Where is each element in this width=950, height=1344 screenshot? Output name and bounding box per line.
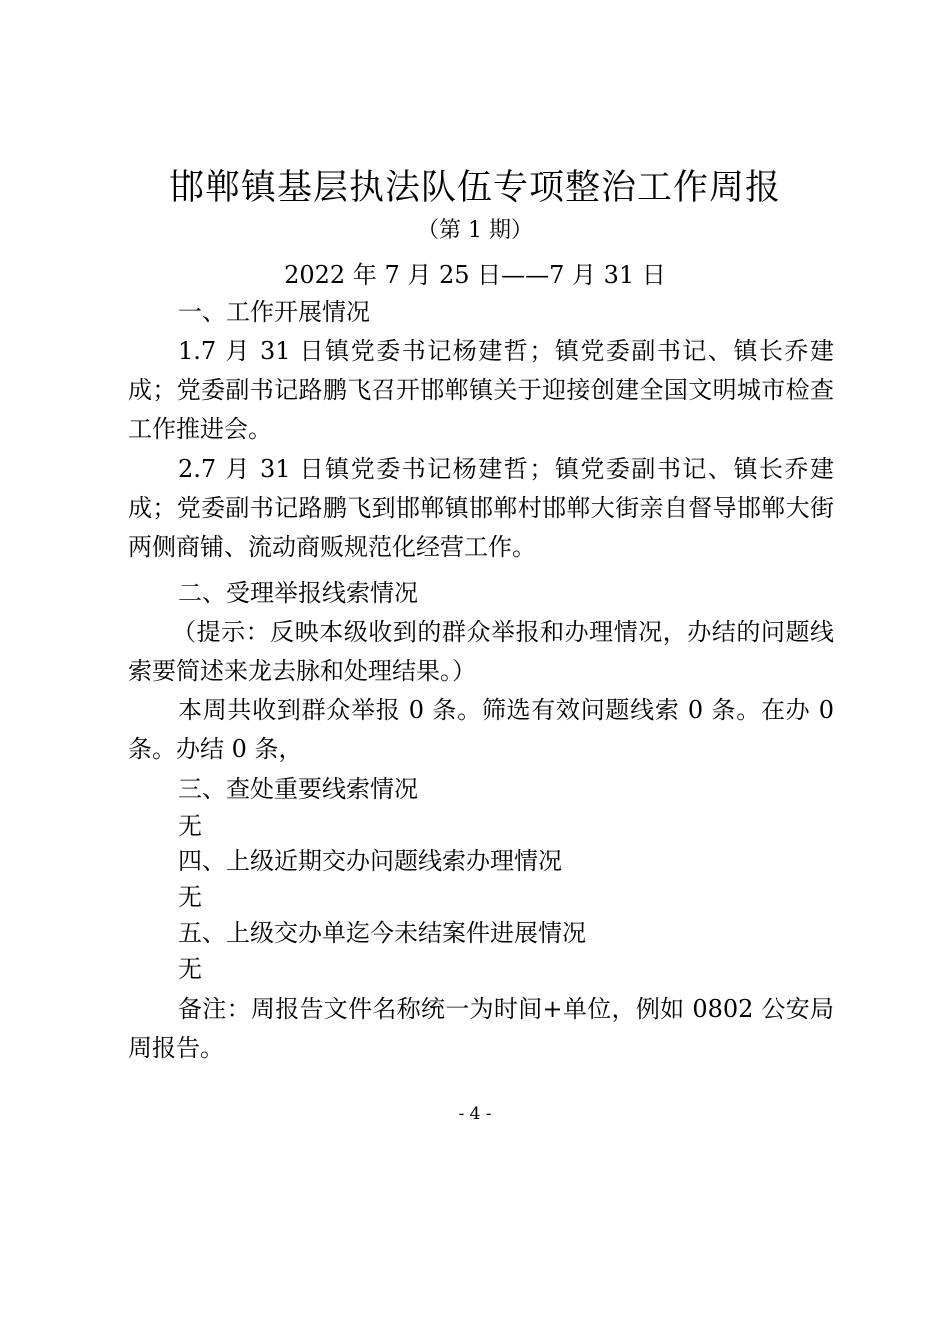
- section-3-content: 无: [178, 812, 202, 840]
- date-range: 2022 年 7 月 25 日——7 月 31 日: [284, 261, 666, 289]
- section-1-paragraph-2: 2.7 月 31 日镇党委书记杨建哲；镇党委副书记、镇长乔建成；党委副书记路鹏飞到邯郸镇邯郸村邯郸大街亲自督导邯郸大街两侧商铺、流动商贩规范化经营工作。: [128, 455, 834, 561]
- page-number: - 4 -: [458, 1104, 492, 1124]
- document-title: 邯郸镇基层执法队伍专项整治工作周报: [168, 168, 781, 208]
- section-4-content: 无: [178, 883, 202, 911]
- note-paragraph: 备注：周报告文件名称统一为时间+单位，例如 0802 公安局周报告。: [128, 995, 834, 1062]
- section-2-summary: 本周共收到群众举报 0 条。筛选有效问题线索 0 条。在办 0 条。办结 0 条，: [128, 696, 842, 763]
- section-heading-5: 五、上级交办单迄今未结案件进展情况: [178, 919, 586, 947]
- section-1-paragraph-1: 1.7 月 31 日镇党委书记杨建哲；镇党委副书记、镇长乔建成；党委副书记路鹏飞召开邯郸镇关于迎接创建全国文明城市检查工作推进会。: [128, 337, 834, 443]
- section-5-content: 无: [178, 955, 202, 983]
- section-2-hint: （提示：反映本级收到的群众举报和办理情况，办结的问题线索要简述来龙去脉和处理结果。）: [128, 618, 834, 685]
- section-heading-1: 一、工作开展情况: [178, 298, 370, 326]
- issue-number: （第 1 期）: [417, 218, 533, 243]
- section-heading-2: 二、受理举报线索情况: [178, 579, 418, 607]
- section-heading-4: 四、上级近期交办问题线索办理情况: [178, 847, 562, 875]
- section-heading-3: 三、查处重要线索情况: [178, 775, 418, 803]
